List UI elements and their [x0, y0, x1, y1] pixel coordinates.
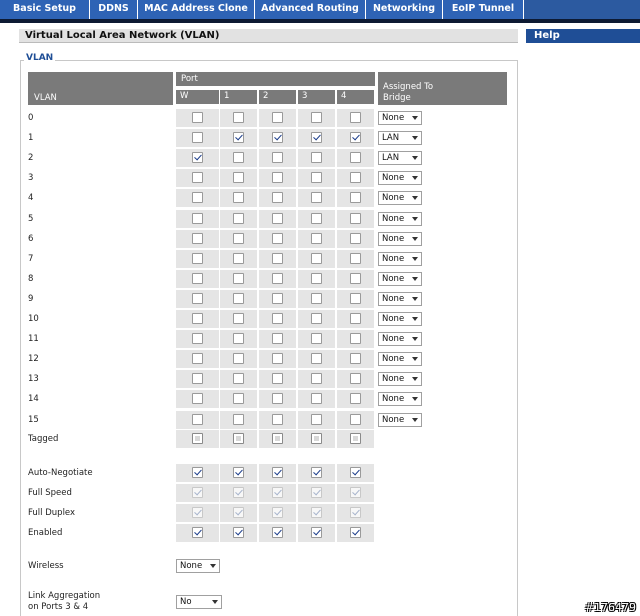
setting-2-port-4-checkbox [350, 507, 361, 518]
vlan-14-port-W-checkbox[interactable] [192, 393, 203, 404]
tagged-port-W-checkbox[interactable] [192, 433, 203, 444]
vlan-5-port-W-checkbox[interactable] [192, 213, 203, 224]
port-0-header-label: W [180, 91, 189, 101]
tagged-port-1-checkbox[interactable] [233, 433, 244, 444]
tab-bar-filler [524, 0, 640, 19]
vlan-6-port-W-checkbox[interactable] [192, 233, 203, 244]
setting-0-port-1-checkbox[interactable] [233, 467, 244, 478]
vlan-15-port-4-checkbox[interactable] [350, 414, 361, 425]
vlan-row-label: 15 [28, 414, 39, 425]
vlan-row-label: 10 [28, 314, 39, 324]
vlan-13-port-2-checkbox[interactable] [272, 373, 283, 384]
vlan-10-port-1-checkbox[interactable] [233, 313, 244, 324]
vlan-14-port-1-checkbox[interactable] [233, 393, 244, 404]
setting-label: Auto-Negotiate [28, 468, 93, 478]
port-group-header [176, 72, 375, 86]
vlan-5-port-2-checkbox[interactable] [272, 213, 283, 224]
vlan-6-port-2-checkbox[interactable] [272, 233, 283, 244]
vlan-11-port-W-checkbox[interactable] [192, 333, 203, 344]
setting-2-port-3-checkbox [311, 507, 322, 518]
vlan-3-port-4-checkbox[interactable] [350, 172, 361, 183]
vlan-row-label: 2 [28, 153, 34, 164]
setting-0-port-3-checkbox[interactable] [311, 467, 322, 478]
vlan-2-port-3-checkbox[interactable] [311, 152, 322, 163]
vlan-4-bridge-select[interactable]: None [378, 191, 422, 205]
vlan-11-bridge-select[interactable]: None [378, 332, 422, 346]
setting-1-port-1-checkbox [233, 487, 244, 498]
vlan-9-port-1-checkbox[interactable] [233, 293, 244, 304]
port-3-header [298, 90, 335, 104]
port-4-header-label: 4 [341, 91, 347, 101]
vlan-7-port-3-checkbox[interactable] [311, 253, 322, 264]
setting-3-port-3-checkbox[interactable] [311, 527, 322, 538]
vlan-9-port-3-checkbox[interactable] [311, 293, 322, 304]
vlan-15-port-1-checkbox[interactable] [233, 414, 244, 425]
port-2-header [259, 90, 296, 104]
vlan-12-port-4-checkbox[interactable] [350, 353, 361, 364]
vlan-row-label: 9 [28, 293, 34, 304]
vlan-row-label: 3 [28, 173, 34, 184]
chevron-down-icon [412, 156, 418, 160]
vlan-12-port-3-checkbox[interactable] [311, 353, 322, 364]
vlan-5-bridge-select[interactable]: None [378, 212, 422, 226]
vlan-row-label: 13 [28, 374, 39, 385]
vlan-8-port-2-checkbox[interactable] [272, 273, 283, 284]
setting-3-port-4-checkbox[interactable] [350, 527, 361, 538]
setting-3-port-2-checkbox[interactable] [272, 527, 283, 538]
vlan-15-bridge-select[interactable]: None [378, 413, 422, 427]
vlan-6-port-1-checkbox[interactable] [233, 233, 244, 244]
vlan-9-port-2-checkbox[interactable] [272, 293, 283, 304]
tab-mac-address-clone[interactable]: MAC Address Clone [138, 0, 255, 19]
port-2-header-label: 2 [263, 91, 269, 101]
tagged-port-2-checkbox[interactable] [272, 433, 283, 444]
setting-2-port-1-checkbox [233, 507, 244, 518]
vlan-row-label: 0 [28, 113, 34, 123]
vlan-14-port-4-checkbox[interactable] [350, 393, 361, 404]
chevron-down-icon [412, 337, 418, 341]
vlan-15-port-3-checkbox[interactable] [311, 414, 322, 425]
chevron-down-icon [210, 564, 216, 568]
tab-networking[interactable]: Networking [366, 0, 443, 19]
chevron-down-icon [412, 237, 418, 241]
vlan-13-port-4-checkbox[interactable] [350, 373, 361, 384]
vlan-0-port-3-checkbox[interactable] [311, 112, 322, 123]
link-aggregation-label-1: Link Aggregation [28, 591, 101, 601]
setting-label: Full Speed [28, 488, 72, 498]
chevron-down-icon [412, 196, 418, 200]
vlan-4-port-1-checkbox[interactable] [233, 192, 244, 203]
vlan-2-port-4-checkbox[interactable] [350, 152, 361, 163]
vlan-1-port-4-checkbox[interactable] [350, 132, 361, 143]
vlan-0-port-W-checkbox[interactable] [192, 112, 203, 123]
vlan-2-port-2-checkbox[interactable] [272, 152, 283, 163]
port-4-header [337, 90, 374, 104]
setting-1-port-4-checkbox [350, 487, 361, 498]
vlan-7-bridge-select[interactable]: None [378, 252, 422, 266]
vlan-row-label: 1 [28, 133, 34, 144]
vlan-3-port-1-checkbox[interactable] [233, 172, 244, 183]
vlan-5-port-1-checkbox[interactable] [233, 213, 244, 224]
tagged-label: Tagged [28, 434, 59, 444]
port-3-header-label: 3 [302, 91, 308, 101]
vlan-13-port-W-checkbox[interactable] [192, 373, 203, 384]
setting-3-port-W-checkbox[interactable] [192, 527, 203, 538]
vlan-4-port-W-checkbox[interactable] [192, 192, 203, 203]
vlan-11-port-4-checkbox[interactable] [350, 333, 361, 344]
port-1-header-label: 1 [224, 91, 230, 101]
vlan-14-port-3-checkbox[interactable] [311, 393, 322, 404]
vlan-8-port-1-checkbox[interactable] [233, 273, 244, 284]
setting-0-port-2-checkbox[interactable] [272, 467, 283, 478]
tagged-port-4-checkbox[interactable] [350, 433, 361, 444]
vlan-10-bridge-select[interactable]: None [378, 312, 422, 326]
chevron-down-icon [412, 377, 418, 381]
chevron-down-icon [212, 600, 218, 604]
setting-label: Full Duplex [28, 508, 76, 518]
port-header-label: Port [181, 74, 198, 84]
watermark-text: #176479 [584, 601, 636, 614]
chevron-down-icon [412, 397, 418, 401]
vlan-10-port-W-checkbox[interactable] [192, 313, 203, 324]
vlan-row-label: 5 [28, 213, 34, 224]
vlan-9-port-W-checkbox[interactable] [192, 293, 203, 304]
vlan-11-port-1-checkbox[interactable] [233, 333, 244, 344]
vlan-14-bridge-select[interactable]: None [378, 392, 422, 406]
vlan-10-port-3-checkbox[interactable] [311, 313, 322, 324]
chevron-down-icon [412, 217, 418, 221]
vlan-8-port-W-checkbox[interactable] [192, 273, 203, 284]
chevron-down-icon [412, 418, 418, 422]
setting-1-port-3-checkbox [311, 487, 322, 498]
vlan-0-bridge-select[interactable]: None [378, 111, 422, 125]
vlan-14-port-2-checkbox[interactable] [272, 393, 283, 404]
bridge-label: Bridge [383, 93, 411, 103]
vlan-row-label: 7 [28, 253, 34, 264]
setting-label: Enabled [28, 528, 63, 538]
setting-2-port-2-checkbox [272, 507, 283, 518]
vlan-row-label: 11 [28, 334, 39, 345]
assigned-to-header [378, 72, 507, 105]
vlan-6-bridge-select[interactable]: None [378, 232, 422, 246]
vlan-3-port-3-checkbox[interactable] [311, 172, 322, 183]
tab-ddns[interactable]: DDNS [90, 0, 138, 19]
vlan-header-label: VLAN [34, 93, 57, 103]
setting-0-port-W-checkbox[interactable] [192, 467, 203, 478]
port-1-header [220, 90, 257, 104]
vlan-9-port-4-checkbox[interactable] [350, 293, 361, 304]
vlan-12-port-W-checkbox[interactable] [192, 353, 203, 364]
chevron-down-icon [412, 136, 418, 140]
chevron-down-icon [412, 357, 418, 361]
chevron-down-icon [412, 277, 418, 281]
vlan-row-label: 6 [28, 233, 34, 244]
vlan-1-port-2-checkbox[interactable] [272, 132, 283, 143]
vlan-3-bridge-select[interactable]: None [378, 171, 422, 185]
vlan-12-port-2-checkbox[interactable] [272, 353, 283, 364]
wireless-select[interactable]: None [176, 559, 220, 573]
top-tab-bar [0, 0, 640, 19]
port-0-header [176, 90, 219, 104]
chevron-down-icon [412, 297, 418, 301]
vlan-15-port-W-checkbox[interactable] [192, 414, 203, 425]
help-title: Help [526, 29, 640, 43]
vlan-row-label: 8 [28, 273, 34, 284]
tagged-port-3-checkbox[interactable] [311, 433, 322, 444]
vlan-8-port-3-checkbox[interactable] [311, 273, 322, 284]
vlan-4-port-2-checkbox[interactable] [272, 192, 283, 203]
vlan-7-port-2-checkbox[interactable] [272, 253, 283, 264]
vlan-13-port-3-checkbox[interactable] [311, 373, 322, 384]
vlan-15-port-2-checkbox[interactable] [272, 414, 283, 425]
vlan-1-port-W-checkbox[interactable] [192, 132, 203, 143]
vlan-legend: VLAN [26, 53, 54, 63]
link-aggregation-label-2: on Ports 3 & 4 [28, 602, 89, 612]
vlan-1-port-1-checkbox[interactable] [233, 132, 244, 143]
vlan-0-port-2-checkbox[interactable] [272, 112, 283, 123]
vlan-13-bridge-select[interactable]: None [378, 372, 422, 386]
vlan-2-bridge-select[interactable]: LAN [378, 151, 422, 165]
vlan-4-port-3-checkbox[interactable] [311, 192, 322, 203]
chevron-down-icon [412, 116, 418, 120]
setting-1-port-2-checkbox [272, 487, 283, 498]
vlan-1-bridge-select[interactable]: LAN [378, 131, 422, 145]
vlan-2-port-W-checkbox[interactable] [192, 152, 203, 163]
vlan-0-port-1-checkbox[interactable] [233, 112, 244, 123]
vlan-9-bridge-select[interactable]: None [378, 292, 422, 306]
vlan-0-port-4-checkbox[interactable] [350, 112, 361, 123]
setting-3-port-1-checkbox[interactable] [233, 527, 244, 538]
vlan-row-label: 4 [28, 193, 34, 204]
wireless-label: Wireless [28, 561, 64, 571]
vlan-3-port-W-checkbox[interactable] [192, 172, 203, 183]
setting-0-port-4-checkbox[interactable] [350, 467, 361, 478]
chevron-down-icon [412, 176, 418, 180]
assigned-to-label: Assigned To [383, 82, 434, 92]
setting-2-port-W-checkbox [192, 507, 203, 518]
vlan-4-port-4-checkbox[interactable] [350, 192, 361, 203]
section-title: Virtual Local Area Network (VLAN) [19, 29, 518, 43]
vlan-7-port-4-checkbox[interactable] [350, 253, 361, 264]
setting-1-port-W-checkbox [192, 487, 203, 498]
vlan-13-port-1-checkbox[interactable] [233, 373, 244, 384]
tab-eoip-tunnel[interactable]: EoIP Tunnel [443, 0, 524, 19]
link-aggregation-select[interactable]: No [176, 595, 222, 609]
vlan-row-label: 12 [28, 354, 39, 365]
vlan-11-port-3-checkbox[interactable] [311, 333, 322, 344]
tab-advanced-routing[interactable]: Advanced Routing [255, 0, 366, 19]
vlan-8-port-4-checkbox[interactable] [350, 273, 361, 284]
vlan-12-port-1-checkbox[interactable] [233, 353, 244, 364]
vlan-6-port-4-checkbox[interactable] [350, 233, 361, 244]
vlan-1-port-3-checkbox[interactable] [311, 132, 322, 143]
vlan-10-port-4-checkbox[interactable] [350, 313, 361, 324]
vlan-3-port-2-checkbox[interactable] [272, 172, 283, 183]
vlan-12-bridge-select[interactable]: None [378, 352, 422, 366]
vlan-8-bridge-select[interactable]: None [378, 272, 422, 286]
tab-basic-setup[interactable]: Basic Setup [0, 0, 90, 19]
vlan-column-header [28, 72, 173, 105]
vlan-5-port-4-checkbox[interactable] [350, 213, 361, 224]
vlan-2-port-1-checkbox[interactable] [233, 152, 244, 163]
chevron-down-icon [412, 257, 418, 261]
vlan-7-port-W-checkbox[interactable] [192, 253, 203, 264]
vlan-row-label: 14 [28, 394, 39, 405]
vlan-5-port-3-checkbox[interactable] [311, 213, 322, 224]
chevron-down-icon [412, 317, 418, 321]
vlan-7-port-1-checkbox[interactable] [233, 253, 244, 264]
vlan-6-port-3-checkbox[interactable] [311, 233, 322, 244]
vlan-10-port-2-checkbox[interactable] [272, 313, 283, 324]
vlan-11-port-2-checkbox[interactable] [272, 333, 283, 344]
